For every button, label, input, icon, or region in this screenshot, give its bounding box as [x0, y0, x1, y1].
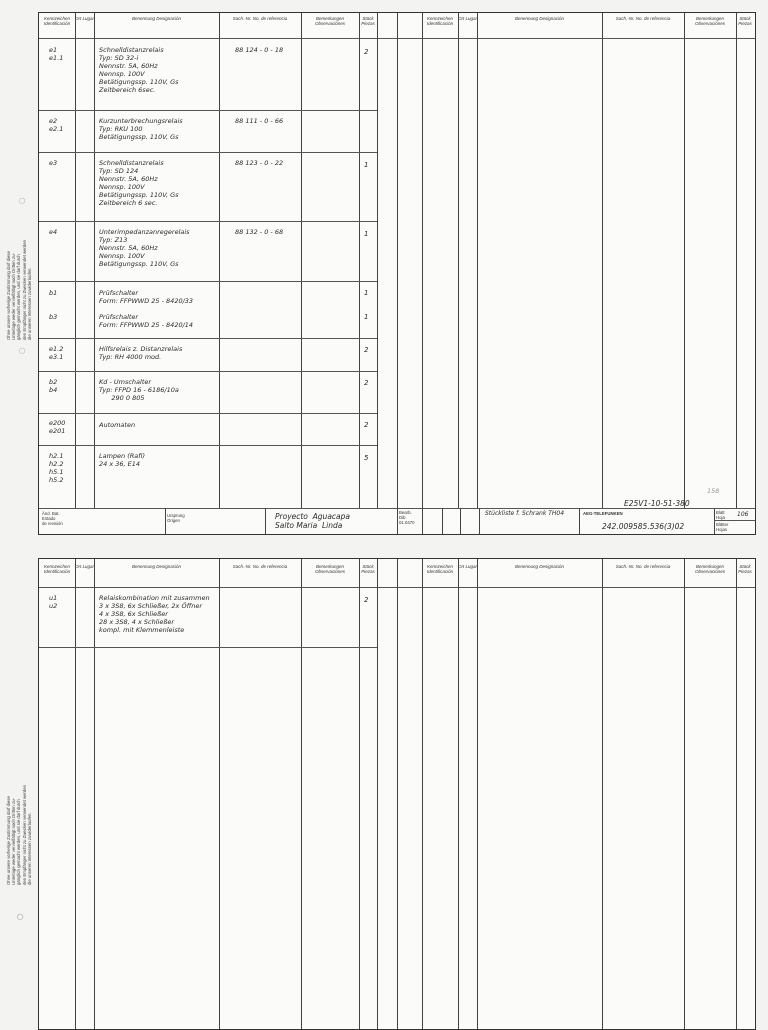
row4-reference: 88 132 - 0 - 68 — [235, 228, 284, 236]
row1-reference: 88 124 - 0 - 18 — [235, 46, 284, 54]
header-ident-right: Kennzeichen Identificación — [426, 16, 454, 27]
row9-designation: Lampen (Rafi) 24 x 36, E14 — [99, 452, 146, 468]
row4-designation: Unterimpedanzanregerelais Typ: Z13 Nennstr. 5A, 60Hz Nennsp. 100V Betätigungssp. 110V, Gs — [99, 228, 190, 268]
header-designation: Benennung Designación — [131, 564, 182, 569]
header-ident: Kennzeichen Identificación — [43, 16, 71, 27]
header-lugar: Ort Lugar — [75, 564, 95, 569]
header-reference: Sach.-Nr. No. de referencia — [232, 564, 288, 569]
header-lugar: Ort Lugar — [75, 16, 95, 21]
row2-designation: Kurzunterbrechungsrelais Typ: RKU 100 Betätigungssp. 110V, Gs — [99, 117, 183, 141]
row1-ident: u1 u2 — [49, 594, 58, 610]
header-reference-right: Sach.-Nr. No. de referencia — [615, 564, 671, 569]
header-lugar-right: Ort Lugar — [458, 16, 478, 21]
row3-designation: Schnelldistanzrelais Typ: SD 124 Nennstr. 5A, 60Hz Nennsp. 100V Betätigungssp. 110V, Gs Zeitbereich 6 sec. — [99, 159, 179, 207]
header-remarks-right: Bemerkungen Observaciónes — [694, 16, 725, 27]
header-remarks: Bemerkungen Observaciónes — [314, 16, 345, 27]
row2-ident: e2 e2.1 — [49, 117, 64, 133]
row4-ident: e4 — [49, 228, 58, 236]
row8-pieces: 2 — [364, 421, 369, 429]
header-ident-right: Kennzeichen Identificación — [426, 564, 454, 575]
row4-pieces: 1 — [364, 230, 369, 238]
origin-label: Ursprung Origen — [167, 513, 185, 523]
row5-ident: b1 b3 — [49, 289, 58, 321]
header-remarks: Bemerkungen Observaciónes — [314, 564, 345, 575]
row9-pieces: 5 — [364, 454, 369, 462]
row6-pieces: 2 — [364, 346, 369, 354]
document-title: Stückliste f. Schrank TH04 — [485, 510, 565, 517]
header-pieces: Stück Piezas — [361, 16, 375, 27]
row9-ident: h2.1 h2.2 h5.1 h5.2 — [49, 452, 64, 484]
project-name: Proyecto Aguacapa Salto Maria Linda — [275, 512, 350, 530]
row3-pieces: 1 — [364, 161, 369, 169]
sheet-number: 106 — [737, 511, 749, 518]
sheets-label: Blätter Hojas — [716, 522, 729, 532]
row8-designation: Automaten — [99, 421, 136, 429]
punch-hole-mark: ○ — [18, 342, 27, 358]
row1-ident: e1 e1.1 — [49, 46, 64, 62]
row6-ident: e1.2 e3.1 — [49, 345, 64, 361]
header-pieces: Stück Piezas — [361, 564, 375, 575]
margin-handwriting: 158 — [707, 487, 720, 495]
row1-designation: Schnelldistanzrelais Typ: SD 32-i Nennstr. 5A, 60Hz Nennsp. 100V Betätigungssp. 110V, Gs Zeitbereich 6sec. — [99, 46, 179, 94]
header-reference: Sach.-Nr. No. de referencia — [232, 16, 288, 21]
parts-list-sheet-2 — [38, 558, 756, 1030]
row3-reference: 88 123 - 0 - 22 — [235, 159, 284, 167]
row1-pieces: 2 — [364, 596, 369, 604]
row7-pieces: 2 — [364, 379, 369, 387]
punch-hole-mark: ○ — [18, 192, 27, 208]
date-block: Bearb. Dib. 01.0470 — [399, 510, 415, 525]
header-ident: Kennzeichen Identificación — [43, 564, 71, 575]
document-number: 242.009585.536(3)02 — [602, 522, 685, 531]
header-remarks-right: Bemerkungen Observaciónes — [694, 564, 725, 575]
drawing-number: E25V1-10-51-380 — [624, 499, 690, 508]
revision-label: Änd. Bat. Estado de revisión — [42, 511, 63, 526]
row7-ident: b2 b4 — [49, 378, 58, 394]
row8-ident: e200 e201 — [49, 419, 66, 435]
row2-reference: 88 111 - 0 - 66 — [235, 117, 284, 125]
row6-designation: Hilfsrelais z. Distanzrelais Typ: RH 4000 mod. — [99, 345, 183, 361]
header-designation: Benennung Designación — [131, 16, 182, 21]
header-pieces-right: Stück Piezas — [738, 16, 752, 27]
header-lugar-right: Ort Lugar — [458, 564, 478, 569]
sheet-label: Blatt Hoja — [716, 510, 725, 520]
row7-designation: Kd - Umschalter Typ: FFPD 16 - 6186/10a 290 0 805 — [99, 378, 179, 402]
row3-ident: e3 — [49, 159, 58, 167]
confidentiality-note-2: Ohne unsere vorherige Zustimmung darf diese Unterlage weder vervielfältigt noch Dritten zu- gänglich gemacht werden, und sie darf durch den Empfänger nicht zu Zwecken verwendet werden die unseren Interessen zuwiderlaufen. — [6, 784, 32, 885]
row1-designation: Relaiskombination mit zusammen 3 x 3S8, 6x Schließer, 2x Öffner 4 x 3S8, 6x Schließer 28 x 3S8, 4 x Schließer kompl. mit Klemmenleiste — [99, 594, 210, 634]
confidentiality-note-1: Ohne unsere vorherige Zustimmung darf diese Unterlage weder vervielfältigt noch Dritten zu- gänglich gemacht werden, und sie darf durch den Empfänger nicht zu Zwecken verwendet werden die unseren Interessen zuwiderlaufen. — [6, 239, 32, 340]
company-name: AEG-TELEFUNKEN — [583, 511, 623, 516]
row1-pieces: 2 — [364, 48, 369, 56]
row5-designation: Prüfschalter Form: FFPWWD 25 - 8420/33 Prüfschalter Form: FFPWWD 25 - 8420/14 — [99, 289, 194, 329]
header-designation-right: Benennung Designación — [514, 16, 565, 21]
parts-list-sheet-1 — [38, 12, 756, 535]
header-reference-right: Sach.-Nr. No. de referencia — [615, 16, 671, 21]
row5-pieces: 1 1 — [364, 289, 369, 321]
header-designation-right: Benennung Designación — [514, 564, 565, 569]
punch-hole-mark: ○ — [16, 908, 25, 924]
header-pieces-right: Stück Piezas — [738, 564, 752, 575]
